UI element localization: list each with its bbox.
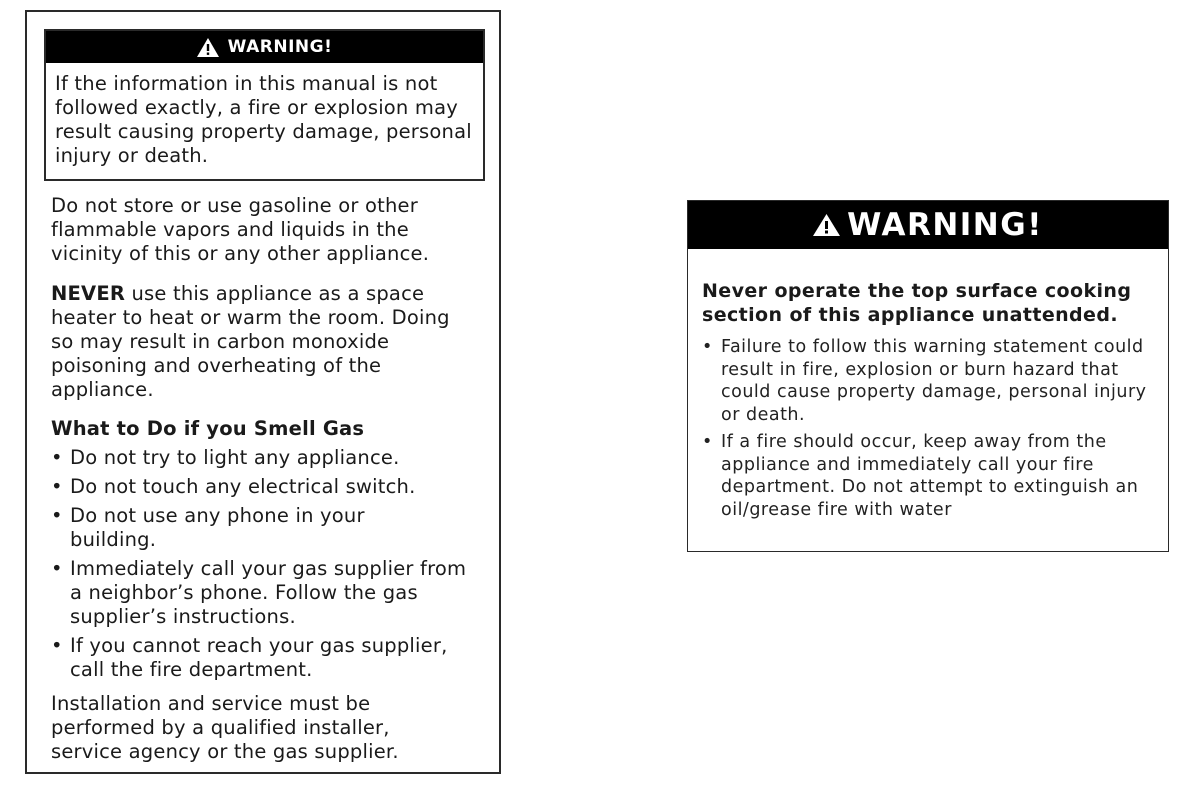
space-heater-text: use this appliance as a space heater to heat or warm the room. Doing so may result in carbon monoxide poisoning and overheating of the appliance. <box>51 282 450 401</box>
list-item: • Do not touch any electrical switch. <box>51 475 481 499</box>
right-warning-panel <box>687 200 1169 552</box>
gas-instructions-list <box>51 446 481 687</box>
warning-body: If the information in this manual is not followed exactly, a fire or explosion may result causing property damage, personal injury or death. <box>55 72 472 167</box>
warning-title: Never operate the top surface cooking section of this appliance unattended. <box>702 280 1132 326</box>
installation-paragraph: Installation and service must be performed by a qualified installer, service agency or the gas supplier. <box>51 692 399 763</box>
list-item: • Do not try to light any appliance. <box>51 446 481 470</box>
list-item: • If a fire should occur, keep away from the appliance and immediately call your fire department. Do not attempt to extinguish an oil/grease fire with water <box>702 431 1152 521</box>
list-item: • If you cannot reach your gas supplier, call the fire department. <box>51 634 450 682</box>
list-item: • Failure to follow this warning statement could result in fire, explosion or burn hazard that could cause property damage, personal injury or death. <box>702 336 1152 426</box>
warning-details-list <box>702 336 1152 526</box>
warning-header-label: WARNING! <box>227 37 333 57</box>
list-item: • Do not use any phone in your building. <box>51 504 400 552</box>
warning-header <box>688 201 1168 249</box>
warning-header <box>46 31 483 63</box>
gas-section-heading: What to Do if you Smell Gas <box>51 417 365 440</box>
warning-box <box>44 29 485 181</box>
list-item: • Immediately call your gas supplier from a neighbor’s phone. Follow the gas supplier’s instructions. <box>51 557 481 629</box>
warning-header-label: WARNING! <box>847 207 1043 243</box>
left-safety-panel <box>25 10 501 774</box>
space-heater-paragraph <box>51 282 471 402</box>
warning-triangle-icon <box>813 214 840 236</box>
warning-triangle-icon <box>197 38 219 57</box>
never-label: NEVER <box>51 282 126 305</box>
flammable-paragraph: Do not store or use gasoline or other flammable vapors and liquids in the vicinity of this or any other appliance. <box>51 194 430 265</box>
